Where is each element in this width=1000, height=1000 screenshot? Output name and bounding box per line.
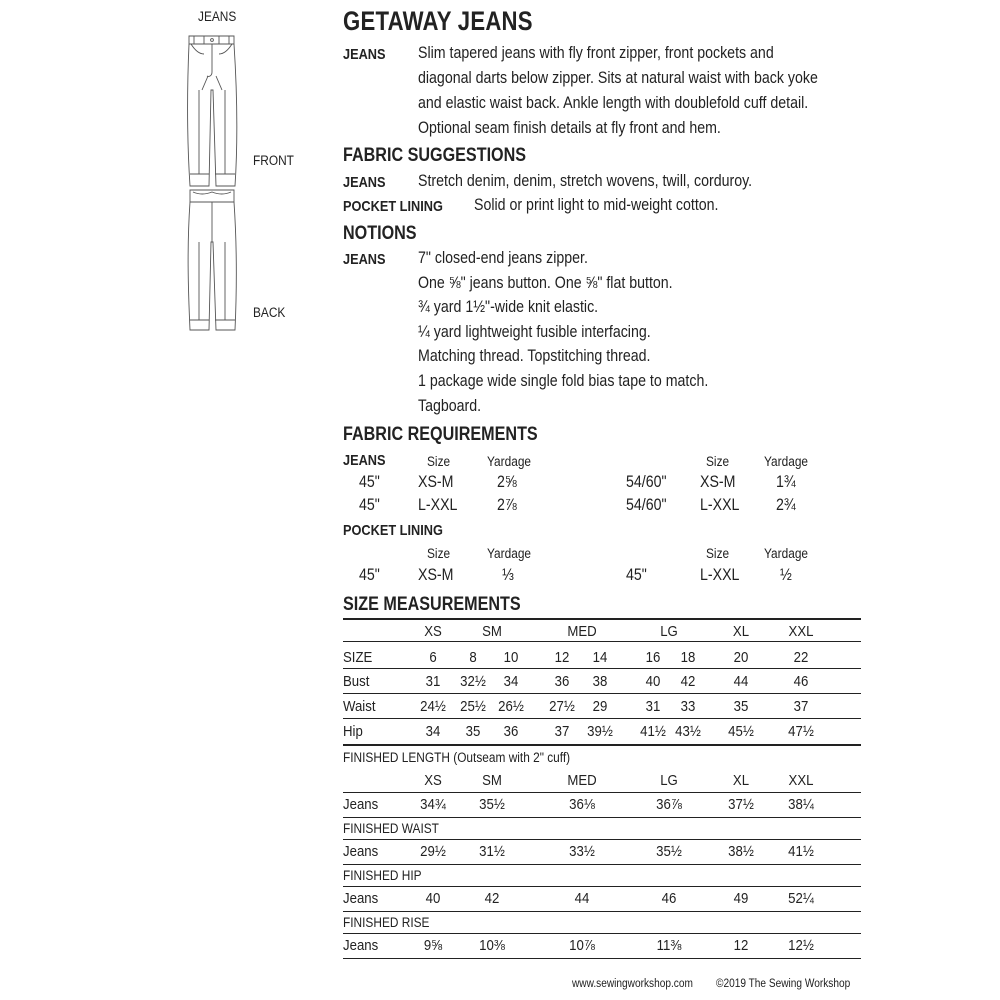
- fabric-jeans-label: JEANS: [343, 174, 386, 191]
- size-header: Size: [706, 454, 730, 469]
- table-cell: 14: [592, 649, 608, 666]
- table-cell: 37: [554, 723, 570, 740]
- req-size: XS-M: [418, 473, 454, 491]
- notion-item: 7" closed-end jeans zipper.: [418, 249, 588, 267]
- req-width: 54/60": [626, 496, 667, 514]
- table-row-label: Waist: [343, 698, 376, 715]
- table-cell: 12½: [788, 937, 814, 954]
- table-cell: 49: [733, 890, 749, 907]
- table-cell: 38½: [728, 843, 754, 860]
- table-cell: 35½: [479, 796, 505, 813]
- back-label: BACK: [253, 305, 286, 320]
- table-cell: 38: [592, 673, 608, 690]
- table-row-label: SIZE: [343, 649, 373, 666]
- table-cell: 31½: [479, 843, 505, 860]
- size-header: Size: [706, 546, 730, 561]
- fabric-requirements-heading: FABRIC REQUIREMENTS: [343, 424, 538, 445]
- table-cell: 36⅞: [656, 796, 682, 813]
- size-group-header: MED: [567, 623, 597, 640]
- notions-label: JEANS: [343, 251, 386, 268]
- table-cell: 31: [645, 698, 661, 715]
- finished-hip-heading: FINISHED HIP: [343, 868, 422, 883]
- table-cell: 11⅜: [656, 937, 682, 954]
- row-rule: [343, 864, 861, 865]
- notion-item: 1 package wide single fold bias tape to match.: [418, 372, 709, 390]
- notions-heading: NOTIONS: [343, 223, 417, 244]
- row-rule: [343, 817, 861, 818]
- req-width: 45": [359, 566, 380, 584]
- table-cell: 10⅜: [479, 937, 505, 954]
- table-cell: 37½: [728, 796, 754, 813]
- req-width: 45": [359, 473, 380, 491]
- table-cell: 35½: [656, 843, 682, 860]
- page-title: GETAWAY JEANS: [343, 6, 533, 36]
- table-cell: 16: [645, 649, 661, 666]
- table-cell: 8: [469, 649, 477, 666]
- req-yardage: ⅓: [502, 566, 514, 584]
- table-cell: 29½: [420, 843, 446, 860]
- size-header: Size: [427, 454, 451, 469]
- finished-waist-heading: FINISHED WAIST: [343, 821, 439, 836]
- jeans-back-illustration: [182, 186, 242, 336]
- notion-item: ¾ yard 1½"-wide knit elastic.: [418, 298, 599, 316]
- requirements-pocket-label: POCKET LINING: [343, 522, 443, 539]
- illustration-title: JEANS: [198, 9, 237, 24]
- front-label: FRONT: [253, 153, 294, 168]
- size-group-header: XXL: [788, 772, 814, 789]
- req-width: 45": [359, 496, 380, 514]
- table-cell: 44: [574, 890, 590, 907]
- table-cell: 12: [554, 649, 570, 666]
- req-yardage: ½: [780, 566, 792, 584]
- table-cell: 41½: [788, 843, 814, 860]
- footer-website: www.sewingworkshop.com: [572, 978, 693, 990]
- row-rule: [343, 641, 861, 642]
- notion-item: ¼ yard lightweight fusible interfacing.: [418, 323, 651, 341]
- table-cell: 34¾: [420, 796, 446, 813]
- table-row-label: Bust: [343, 673, 370, 690]
- req-size: XS-M: [700, 473, 736, 491]
- req-yardage: 2⅞: [497, 496, 517, 514]
- table-cell: 22: [793, 649, 809, 666]
- table-cell: 18: [680, 649, 696, 666]
- table-cell: 20: [733, 649, 749, 666]
- size-group-header: LG: [660, 772, 678, 789]
- table-row-label: Jeans: [343, 890, 379, 907]
- req-width: 54/60": [626, 473, 667, 491]
- table-cell: 36⅛: [569, 796, 595, 813]
- table-cell: 27½: [549, 698, 575, 715]
- table-cell: 6: [429, 649, 437, 666]
- table-cell: 33: [680, 698, 696, 715]
- size-group-header: SM: [482, 772, 502, 789]
- req-width: 45": [626, 566, 647, 584]
- table-cell: 38¼: [788, 796, 814, 813]
- req-yardage: 1¾: [776, 473, 796, 491]
- req-yardage: 2¾: [776, 496, 796, 514]
- row-rule: [343, 693, 861, 694]
- table-cell: 44: [733, 673, 749, 690]
- row-rule: [343, 933, 861, 934]
- row-rule: [343, 668, 861, 669]
- description-line: and elastic waist back. Ankle length with doublefold cuff detail.: [418, 94, 809, 112]
- size-group-header: MED: [567, 772, 597, 789]
- notion-item: Tagboard.: [418, 397, 482, 415]
- req-size: L-XXL: [700, 566, 740, 584]
- table-cell: 36: [503, 723, 519, 740]
- req-size: L-XXL: [700, 496, 740, 514]
- size-group-header: XL: [732, 623, 750, 640]
- notion-item: Matching thread. Topstitching thread.: [418, 347, 651, 365]
- req-yardage: 2⅝: [497, 473, 517, 491]
- row-rule: [343, 958, 861, 959]
- table-row-label: Hip: [343, 723, 363, 740]
- description-line: Slim tapered jeans with fly front zipper, front pockets and: [418, 44, 774, 62]
- table-top-rule: [343, 618, 861, 620]
- table-cell: 39½: [587, 723, 613, 740]
- row-rule: [343, 911, 861, 912]
- size-group-header: XL: [732, 772, 750, 789]
- fabric-pocket-label: POCKET LINING: [343, 198, 443, 215]
- table-cell: 37: [793, 698, 809, 715]
- table-row-label: Jeans: [343, 937, 379, 954]
- size-header: Size: [427, 546, 451, 561]
- size-group-header: SM: [482, 623, 502, 640]
- fabric-pocket-text: Solid or print light to mid-weight cotton.: [474, 196, 719, 214]
- finished-length-heading: FINISHED LENGTH (Outseam with 2" cuff): [343, 750, 571, 765]
- table-cell: 29: [592, 698, 608, 715]
- table-cell: 36: [554, 673, 570, 690]
- table-cell: 43½: [675, 723, 701, 740]
- description-label: JEANS: [343, 46, 386, 63]
- notion-item: One ⅝" jeans button. One ⅝" flat button.: [418, 274, 673, 292]
- yardage-header: Yardage: [764, 546, 809, 561]
- description-line: diagonal darts below zipper. Sits at natural waist with back yoke: [418, 69, 818, 87]
- size-group-header: XS: [424, 772, 442, 789]
- table-cell: 33½: [569, 843, 595, 860]
- table-cell: 42: [680, 673, 696, 690]
- table-cell: 45½: [728, 723, 754, 740]
- table-cell: 40: [425, 890, 441, 907]
- table-cell: 25½: [460, 698, 486, 715]
- table-cell: 10: [503, 649, 519, 666]
- table-cell: 47½: [788, 723, 814, 740]
- table-cell: 26½: [498, 698, 524, 715]
- table-cell: 46: [661, 890, 677, 907]
- size-measurements-heading: SIZE MEASUREMENTS: [343, 594, 521, 615]
- table-cell: 42: [484, 890, 500, 907]
- row-rule: [343, 718, 861, 719]
- description-line: Optional seam finish details at fly front and hem.: [418, 119, 721, 137]
- table-cell: 52¼: [788, 890, 814, 907]
- table-bottom-rule: [343, 744, 861, 746]
- size-group-header: XS: [424, 623, 442, 640]
- row-rule: [343, 886, 861, 887]
- table-cell: 31: [425, 673, 441, 690]
- table-cell: 32½: [460, 673, 486, 690]
- table-cell: 24½: [420, 698, 446, 715]
- table-cell: 34: [503, 673, 519, 690]
- yardage-header: Yardage: [487, 546, 532, 561]
- table-row-label: Jeans: [343, 796, 379, 813]
- finished-rise-heading: FINISHED RISE: [343, 915, 430, 930]
- size-group-header: XXL: [788, 623, 814, 640]
- table-cell: 10⅞: [569, 937, 595, 954]
- footer-copyright: ©2019 The Sewing Workshop: [716, 978, 851, 990]
- yardage-header: Yardage: [487, 454, 532, 469]
- jeans-front-illustration: [182, 30, 242, 190]
- table-cell: 9⅝: [423, 937, 443, 954]
- table-cell: 35: [733, 698, 749, 715]
- req-size: XS-M: [418, 566, 454, 584]
- req-size: L-XXL: [418, 496, 458, 514]
- yardage-header: Yardage: [764, 454, 809, 469]
- row-rule: [343, 792, 861, 793]
- table-cell: 12: [733, 937, 749, 954]
- fabric-jeans-text: Stretch denim, denim, stretch wovens, twill, corduroy.: [418, 172, 753, 190]
- table-cell: 41½: [640, 723, 666, 740]
- table-cell: 46: [793, 673, 809, 690]
- table-cell: 40: [645, 673, 661, 690]
- table-cell: 35: [465, 723, 481, 740]
- table-cell: 34: [425, 723, 441, 740]
- fabric-suggestions-heading: FABRIC SUGGESTIONS: [343, 145, 527, 166]
- requirements-jeans-label: JEANS: [343, 452, 386, 469]
- size-group-header: LG: [660, 623, 678, 640]
- table-row-label: Jeans: [343, 843, 379, 860]
- row-rule: [343, 839, 861, 840]
